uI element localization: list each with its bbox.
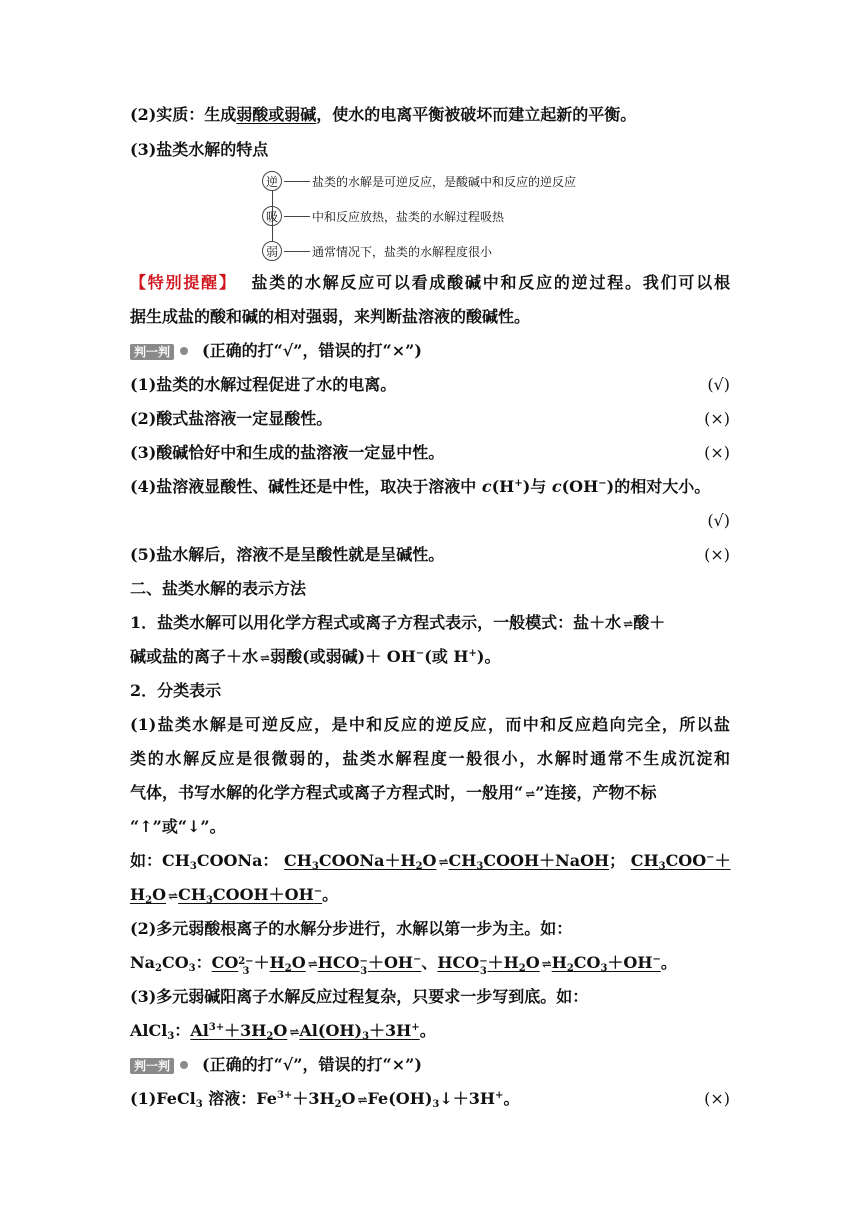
reversible-arrow-icon: ⇌ (525, 787, 534, 801)
diagram-row-endothermic: 吸 中和反应放热，盐类的水解过程吸热 (262, 205, 504, 227)
judge-badge: 判一判 (130, 344, 174, 360)
judge-badge: 判一判 (130, 1058, 174, 1074)
example-na2co3: $Na_2CO_3$：CO 2− 3 $+H_2O$ ⇌ HCO − 3 ＋OH−、HCO − 3 $+H_2O$ ⇌ $H_2CO_3+OH^-$。 (130, 953, 677, 977)
badge-dot-icon (180, 347, 188, 355)
reversible-arrow-icon: ⇌ (260, 651, 269, 665)
example-alcl3: AlCl$_3$：$Al^{3+}+3H_2O$ ⇌ $Al(OH)_3+3H^+$。 (130, 1021, 436, 1042)
para-2-line-3: 气体，书写水解的化学方程式或离子方程式时，一般用“ ⇌ ”连接，产物不标 (130, 782, 730, 805)
badge-dot-icon (180, 1061, 188, 1069)
section-2-heading: 二、盐类水解的表示方法 (130, 579, 307, 598)
diagram-row-reversible: 逆 盐类的水解是可逆反应，是酸碱中和反应的逆反应 (262, 170, 576, 192)
judge-item-1: (1)盐类的水解过程促进了水的电离。 (√) (130, 375, 730, 394)
judge2-item-1: (1)FeCl$_3$ 溶液：$Fe^{3+}+3H_2O$ ⇌ $Fe(OH)_3↓+3H^+$。 (×) (130, 1089, 730, 1110)
line-essence: (2)实质：生成弱酸或弱碱，使水的电离平衡被破坏而建立起新的平衡。 (130, 105, 637, 124)
line-features-heading: (3)盐类水解的特点 (130, 140, 269, 159)
judge-item-4-mark: (√) (707, 511, 730, 530)
judge-item-2: (2)酸式盐溶液一定显酸性。 (×) (130, 409, 730, 428)
judge-item-5: (5)盐水解后，溶液不是呈酸性就是呈碱性。 (×) (130, 545, 730, 564)
para-2-line-1: (1)盐类水解是可逆反应，是中和反应的逆反应，而中和反应趋向完全，所以盐 (130, 715, 730, 734)
para-polyacid: (2)多元弱酸根离子的水解分步进行，水解以第一步为主。如： (130, 919, 573, 938)
tip-line-1: 【特别提醒】 盐类的水解反应可以看成酸碱中和反应的逆过程。我们可以根 (130, 273, 730, 292)
para-2-line-4: “↑”或“↓”。 (130, 817, 226, 836)
reversible-arrow-icon: ⇌ (623, 617, 632, 631)
para-polybase: (3)多元弱碱阳离子水解反应过程复杂，只要求一步写到底。如： (130, 987, 589, 1006)
section-2-2-heading: 2．分类表示 (130, 681, 222, 700)
para-1-line-1: 1．盐类水解可以用化学方程式或离子方程式表示，一般模式：盐＋水 ⇌ 酸＋ (130, 612, 730, 635)
example-ch3coona-2: $H_2O$ ⇌ $CH_3COOH+OH^-$。 (130, 885, 339, 906)
para-1-line-2: 碱或盐的离子＋水 ⇌ 弱酸(或弱碱)＋ OH−(或 H+)。 (130, 646, 730, 669)
tip-label: 【特别提醒】 (130, 273, 237, 292)
judge-item-3: (3)酸碱恰好中和生成的盐溶液一定显中性。 (×) (130, 443, 730, 462)
example-ch3coona-1: 如：$CH_3COONa$： $CH_3COONa+H_2O$ ⇌ $CH_3COOH+NaOH$； $CH_3COO^-+$ (130, 851, 731, 872)
para-2-line-2: 类的水解反应是很微弱的，盐类水解程度一般很小，水解时通常不生成沉淀和 (130, 749, 730, 768)
judge-item-4: (4)盐溶液显酸性、碱性还是中性，取决于溶液中 c(H+)与 c(OH−)的相对大小。 (130, 477, 711, 496)
judge-header-1: 判一判 (正确的打“√”，错误的打“×”) (130, 340, 730, 362)
tip-line-2: 据生成盐的酸和碱的相对强弱，来判断盐溶液的酸碱性。 (130, 307, 531, 326)
judge-header-2: 判一判 (正确的打“√”，错误的打“×”) (130, 1054, 730, 1076)
diagram-row-weak: 弱 通常情况下，盐类的水解程度很小 (262, 240, 492, 262)
features-diagram (262, 170, 622, 262)
